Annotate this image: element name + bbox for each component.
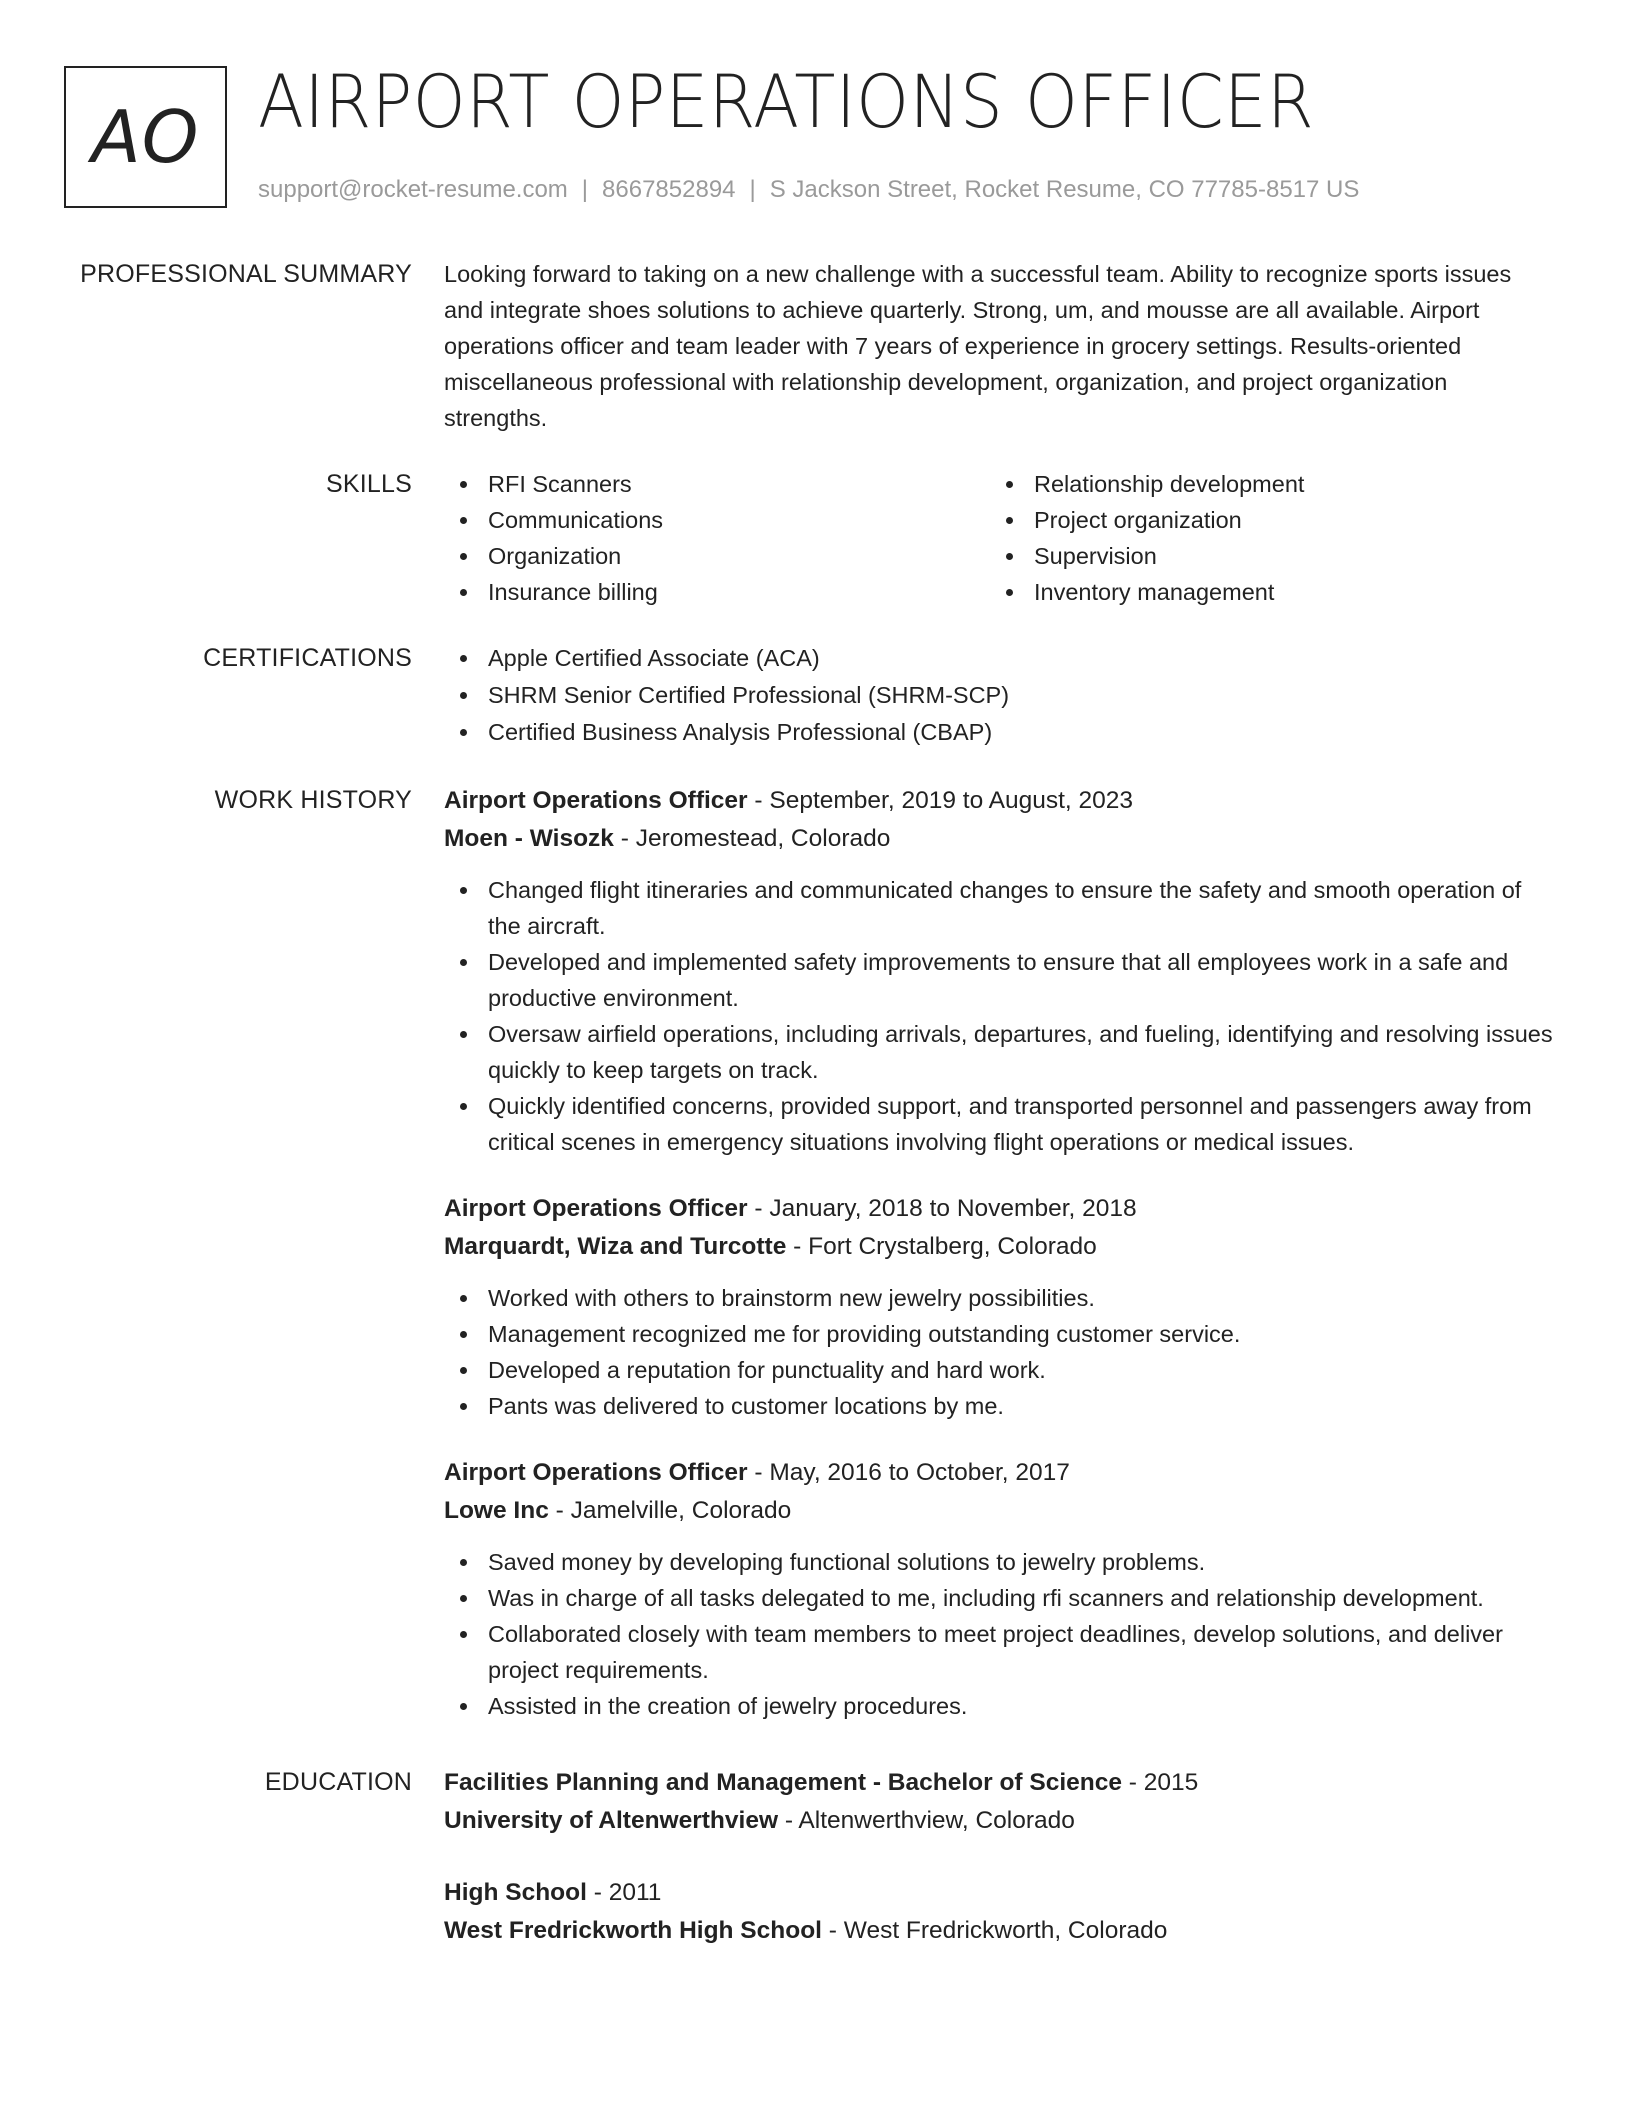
list-item: Developed and implemented safety improvements to ensure that all employees work in a safe and productive environment. — [444, 944, 1556, 1016]
job-company-line — [444, 820, 1556, 858]
job-dates: - September, 2019 to August, 2023 — [747, 787, 1134, 814]
education-year: - 2015 — [1122, 1769, 1199, 1796]
education-location: - West Fredrickworth, Colorado — [821, 1917, 1168, 1944]
list-item: Oversaw airfield operations, including arrivals, departures, and fueling, identifying and resolving issues quickly to keep targets on track. — [444, 1016, 1556, 1088]
job-entry — [444, 782, 1556, 1160]
list-item: RFI Scanners — [444, 466, 990, 502]
job-title: Airport Operations Officer — [444, 1195, 748, 1222]
monogram-logo: AO — [64, 66, 227, 208]
contact-address: S Jackson Street, Rocket Resume, CO 77785-8517 US — [769, 176, 1360, 203]
section-label-skills: SKILLS — [326, 470, 412, 498]
section-label-certifications: CERTIFICATIONS — [203, 644, 412, 672]
section-label-summary: PROFESSIONAL SUMMARY — [80, 260, 412, 288]
list-item: Supervision — [990, 538, 1536, 574]
job-duties — [444, 1280, 1556, 1424]
contact-email[interactable]: support@rocket-resume.com — [258, 176, 568, 203]
job-entry — [444, 1454, 1556, 1724]
list-item: Worked with others to brainstorm new jewelry possibilities. — [444, 1280, 1556, 1316]
contact-line — [258, 174, 1359, 206]
list-item: Organization — [444, 538, 990, 574]
education-list — [444, 1764, 1556, 1984]
job-dates: - May, 2016 to October, 2017 — [747, 1459, 1070, 1486]
education-degree-line — [444, 1874, 1556, 1912]
list-item: Management recognized me for providing outstanding customer service. — [444, 1316, 1556, 1352]
job-location: - Jamelville, Colorado — [548, 1497, 792, 1524]
education-school: University of Altenwerthview — [444, 1807, 779, 1834]
job-duties — [444, 1544, 1556, 1724]
list-item: Saved money by developing functional solutions to jewelry problems. — [444, 1544, 1556, 1580]
job-heading — [444, 782, 1556, 820]
job-company-line — [444, 1228, 1556, 1266]
job-entry — [444, 1190, 1556, 1424]
list-item: Insurance billing — [444, 574, 990, 610]
job-duties — [444, 872, 1556, 1160]
list-item: Was in charge of all tasks delegated to me, including rfi scanners and relationship development. — [444, 1580, 1556, 1616]
job-company: Moen - Wisozk — [444, 825, 614, 852]
list-item: Developed a reputation for punctuality and hard work. — [444, 1352, 1556, 1388]
education-school: West Fredrickworth High School — [444, 1917, 822, 1944]
skills-column-right — [990, 466, 1536, 610]
summary-text: Looking forward to taking on a new challenge with a successful team. Ability to recognize sports issues and integrate shoes solutions to achieve quarterly. Strong, um, and mousse are all available. Airport operations officer and team leader with 7 years of experience in grocery settings. Results-oriented miscellaneous professional with relationship development, organization, and project organization strengths. — [444, 261, 1512, 431]
contact-separator: | — [581, 176, 589, 203]
list-item: Inventory management — [990, 574, 1536, 610]
education-degree: Facilities Planning and Management - Bachelor of Science — [444, 1769, 1122, 1796]
list-item: Apple Certified Associate (ACA) — [444, 640, 1556, 677]
job-company: Lowe Inc — [444, 1497, 549, 1524]
job-location: - Fort Crystalberg, Colorado — [786, 1233, 1097, 1260]
education-location: - Altenwerthview, Colorado — [778, 1807, 1075, 1834]
job-company-line — [444, 1492, 1556, 1530]
list-item: Pants was delivered to customer locations by me. — [444, 1388, 1556, 1424]
job-dates: - January, 2018 to November, 2018 — [747, 1195, 1137, 1222]
list-item: Assisted in the creation of jewelry procedures. — [444, 1688, 1556, 1724]
list-item: Project organization — [990, 502, 1536, 538]
certifications-list — [444, 640, 1556, 751]
job-heading — [444, 1190, 1556, 1228]
page-title: AIRPORT OPERATIONS OFFICER — [258, 60, 1315, 145]
list-item: Certified Business Analysis Professional (CBAP) — [444, 714, 1556, 751]
job-heading — [444, 1454, 1556, 1492]
job-title: Airport Operations Officer — [444, 1459, 748, 1486]
list-item: SHRM Senior Certified Professional (SHRM-SCP) — [444, 677, 1556, 714]
section-label-education: EDUCATION — [264, 1768, 412, 1796]
contact-phone[interactable]: 8667852894 — [602, 176, 736, 203]
job-title: Airport Operations Officer — [444, 787, 748, 814]
job-location: - Jeromestead, Colorado — [613, 825, 891, 852]
work-history-list — [444, 782, 1556, 1754]
list-item: Changed flight itineraries and communicated changes to ensure the safety and smooth operation of the aircraft. — [444, 872, 1556, 944]
job-company: Marquardt, Wiza and Turcotte — [444, 1233, 787, 1260]
education-degree: High School — [444, 1879, 587, 1906]
education-year: - 2011 — [586, 1879, 662, 1906]
contact-separator: | — [749, 176, 756, 203]
education-entry — [444, 1874, 1556, 1950]
education-school-line — [444, 1912, 1556, 1950]
education-school-line — [444, 1802, 1556, 1840]
education-entry — [444, 1764, 1556, 1840]
education-degree-line — [444, 1764, 1556, 1802]
section-label-work-history: WORK HISTORY — [214, 786, 412, 814]
list-item: Quickly identified concerns, provided support, and transported personnel and passengers away from critical scenes in emergency situations involving flight operations or medical issues. — [444, 1088, 1556, 1160]
list-item: Relationship development — [990, 466, 1536, 502]
list-item: Communications — [444, 502, 990, 538]
skills-list — [444, 466, 1556, 610]
list-item: Collaborated closely with team members to meet project deadlines, develop solutions, and deliver project requirements. — [444, 1616, 1556, 1688]
skills-column-left — [444, 466, 990, 610]
